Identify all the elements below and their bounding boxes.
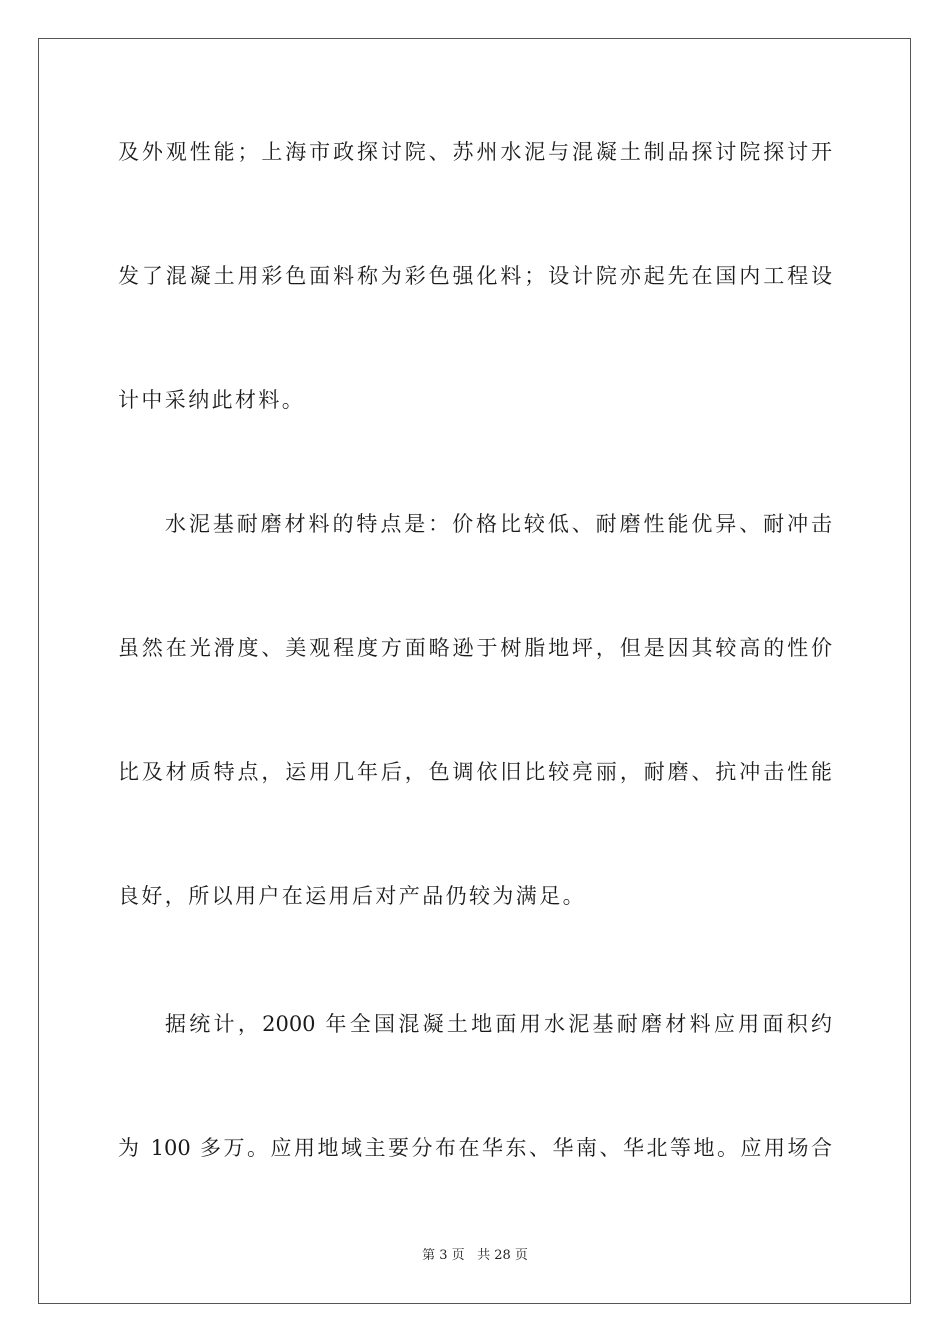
text-line: 虽然在光滑度、美观程度方面略逊于树脂地坪，但是因其较高的性价 (118, 636, 832, 660)
text-line: 比及材质特点，运用几年后，色调依旧比较亮丽，耐磨、抗冲击性能 (118, 760, 832, 784)
text-line: 计中采纳此材料。 (118, 388, 306, 412)
page-footer (0, 1248, 950, 1264)
total-pages: 共 28 页 (477, 1248, 528, 1263)
text-line: 发了混凝土用彩色面料称为彩色强化料；设计院亦起先在国内工程设 (118, 264, 832, 288)
page-number: 第 3 页 (422, 1248, 465, 1263)
paragraph-first-line: 据统计，2000 年全国混凝土地面用水泥基耐磨材料应用面积约 (165, 1012, 832, 1036)
page-border (38, 38, 911, 1304)
text-line: 为 100 多万。应用地域主要分布在华东、华南、华北等地。应用场合 (118, 1136, 832, 1160)
text-line: 及外观性能；上海市政探讨院、苏州水泥与混凝土制品探讨院探讨开 (118, 140, 832, 164)
text-line: 良好，所以用户在运用后对产品仍较为满足。 (118, 884, 586, 908)
paragraph-first-line: 水泥基耐磨材料的特点是：价格比较低、耐磨性能优异、耐冲击 (165, 512, 832, 536)
